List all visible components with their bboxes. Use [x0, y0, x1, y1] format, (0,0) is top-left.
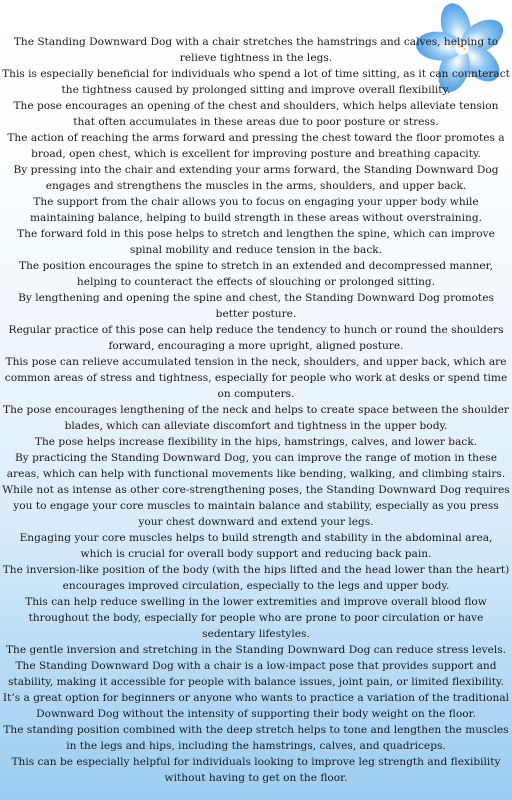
paragraph: This can be especially helpful for individuals looking to improve leg strength and flexibility without having to get on the floor.	[11, 756, 501, 784]
paragraph: The position encourages the spine to stretch in an extended and decompressed manner, helping to counteract the effects of slouching or prolonged sitting.	[19, 260, 493, 288]
paragraph: Engaging your core muscles helps to build strength and stability in the abdominal area, which is crucial for overall body support and reducing back pain.	[19, 532, 493, 560]
paragraph: By pressing into the chair and extending your arms forward, the Standing Downward Dog engages and strengthens the muscles in the arms, shoulders, and upper back.	[13, 164, 499, 192]
paragraph: It’s a great option for beginners or anyone who wants to practice a variation of the traditional Downward Dog without the intensity of supporting their body weight on the floor.	[2, 692, 510, 720]
paragraph: By lengthening and opening the spine and chest, the Standing Downward Dog promotes better posture.	[18, 292, 494, 320]
paragraph: The inversion-like position of the body (with the hips lifted and the head lower than the heart) encourages improved circulation, especially to the legs and upper body.	[2, 564, 510, 592]
paragraph: Regular practice of this pose can help reduce the tendency to hunch or round the shoulders forward, encouraging a more upright, aligned posture.	[8, 324, 504, 352]
paragraph: The forward fold in this pose helps to stretch and lengthen the spine, which can improve spinal mobility and reduce tension in the back.	[17, 228, 495, 256]
paragraph: The pose helps increase flexibility in the hips, hamstrings, calves, and lower back.	[34, 436, 478, 448]
paragraph: The pose encourages an opening of the chest and shoulders, which helps alleviate tension that often accumulates in these areas due to poor posture or stress.	[13, 100, 499, 128]
paragraph: The Standing Downward Dog with a chair is a low-impact pose that provides support and stability, making it accessible for people with balance issues, joint pain, or limited flexibility.	[8, 660, 504, 688]
paragraph: The support from the chair allows you to focus on engaging your upper body while maintaining balance, helping to build strength in these areas without overstraining.	[30, 196, 482, 224]
document-body	[0, 34, 512, 794]
paragraph: The standing position combined with the deep stretch helps to tone and lengthen the muscles in the legs and hips, including the hamstrings, calves, and quadriceps.	[3, 724, 509, 752]
paragraph: This can help reduce swelling in the lower extremities and improve overall blood flow throughout the body, especially for people who are prone to poor circulation or have sedentary lifestyles.	[25, 596, 487, 640]
paragraph: The gentle inversion and stretching in the Standing Downward Dog can reduce stress levels.	[5, 644, 507, 656]
paragraph: The action of reaching the arms forward and pressing the chest toward the floor promotes a broad, open chest, which is excellent for improving posture and breathing capacity.	[7, 132, 505, 160]
paragraph: The Standing Downward Dog with a chair stretches the hamstrings and calves, helping to relieve tightness in the legs.	[13, 36, 499, 64]
paragraph: The pose encourages lengthening of the neck and helps to create space between the shoulder blades, which can alleviate discomfort and tightness in the upper body.	[3, 404, 509, 432]
paragraph: This is especially beneficial for individuals who spend a lot of time sitting, as it can counteract the tightness caused by prolonged sitting and improve overall flexibility.	[2, 68, 510, 96]
paragraph: While not as intense as other core-strengthening poses, the Standing Downward Dog requires you to engage your core muscles to maintain balance and stability, especially as you press your chest downward and extend your legs.	[2, 484, 510, 528]
paragraph: This pose can relieve accumulated tension in the neck, shoulders, and upper back, which are common areas of stress and tightness, especially for people who work at desks or spend time on computers.	[4, 356, 508, 400]
paragraph: By practicing the Standing Downward Dog, you can improve the range of motion in these areas, which can help with functional movements like bending, walking, and climbing stairs.	[6, 452, 506, 480]
